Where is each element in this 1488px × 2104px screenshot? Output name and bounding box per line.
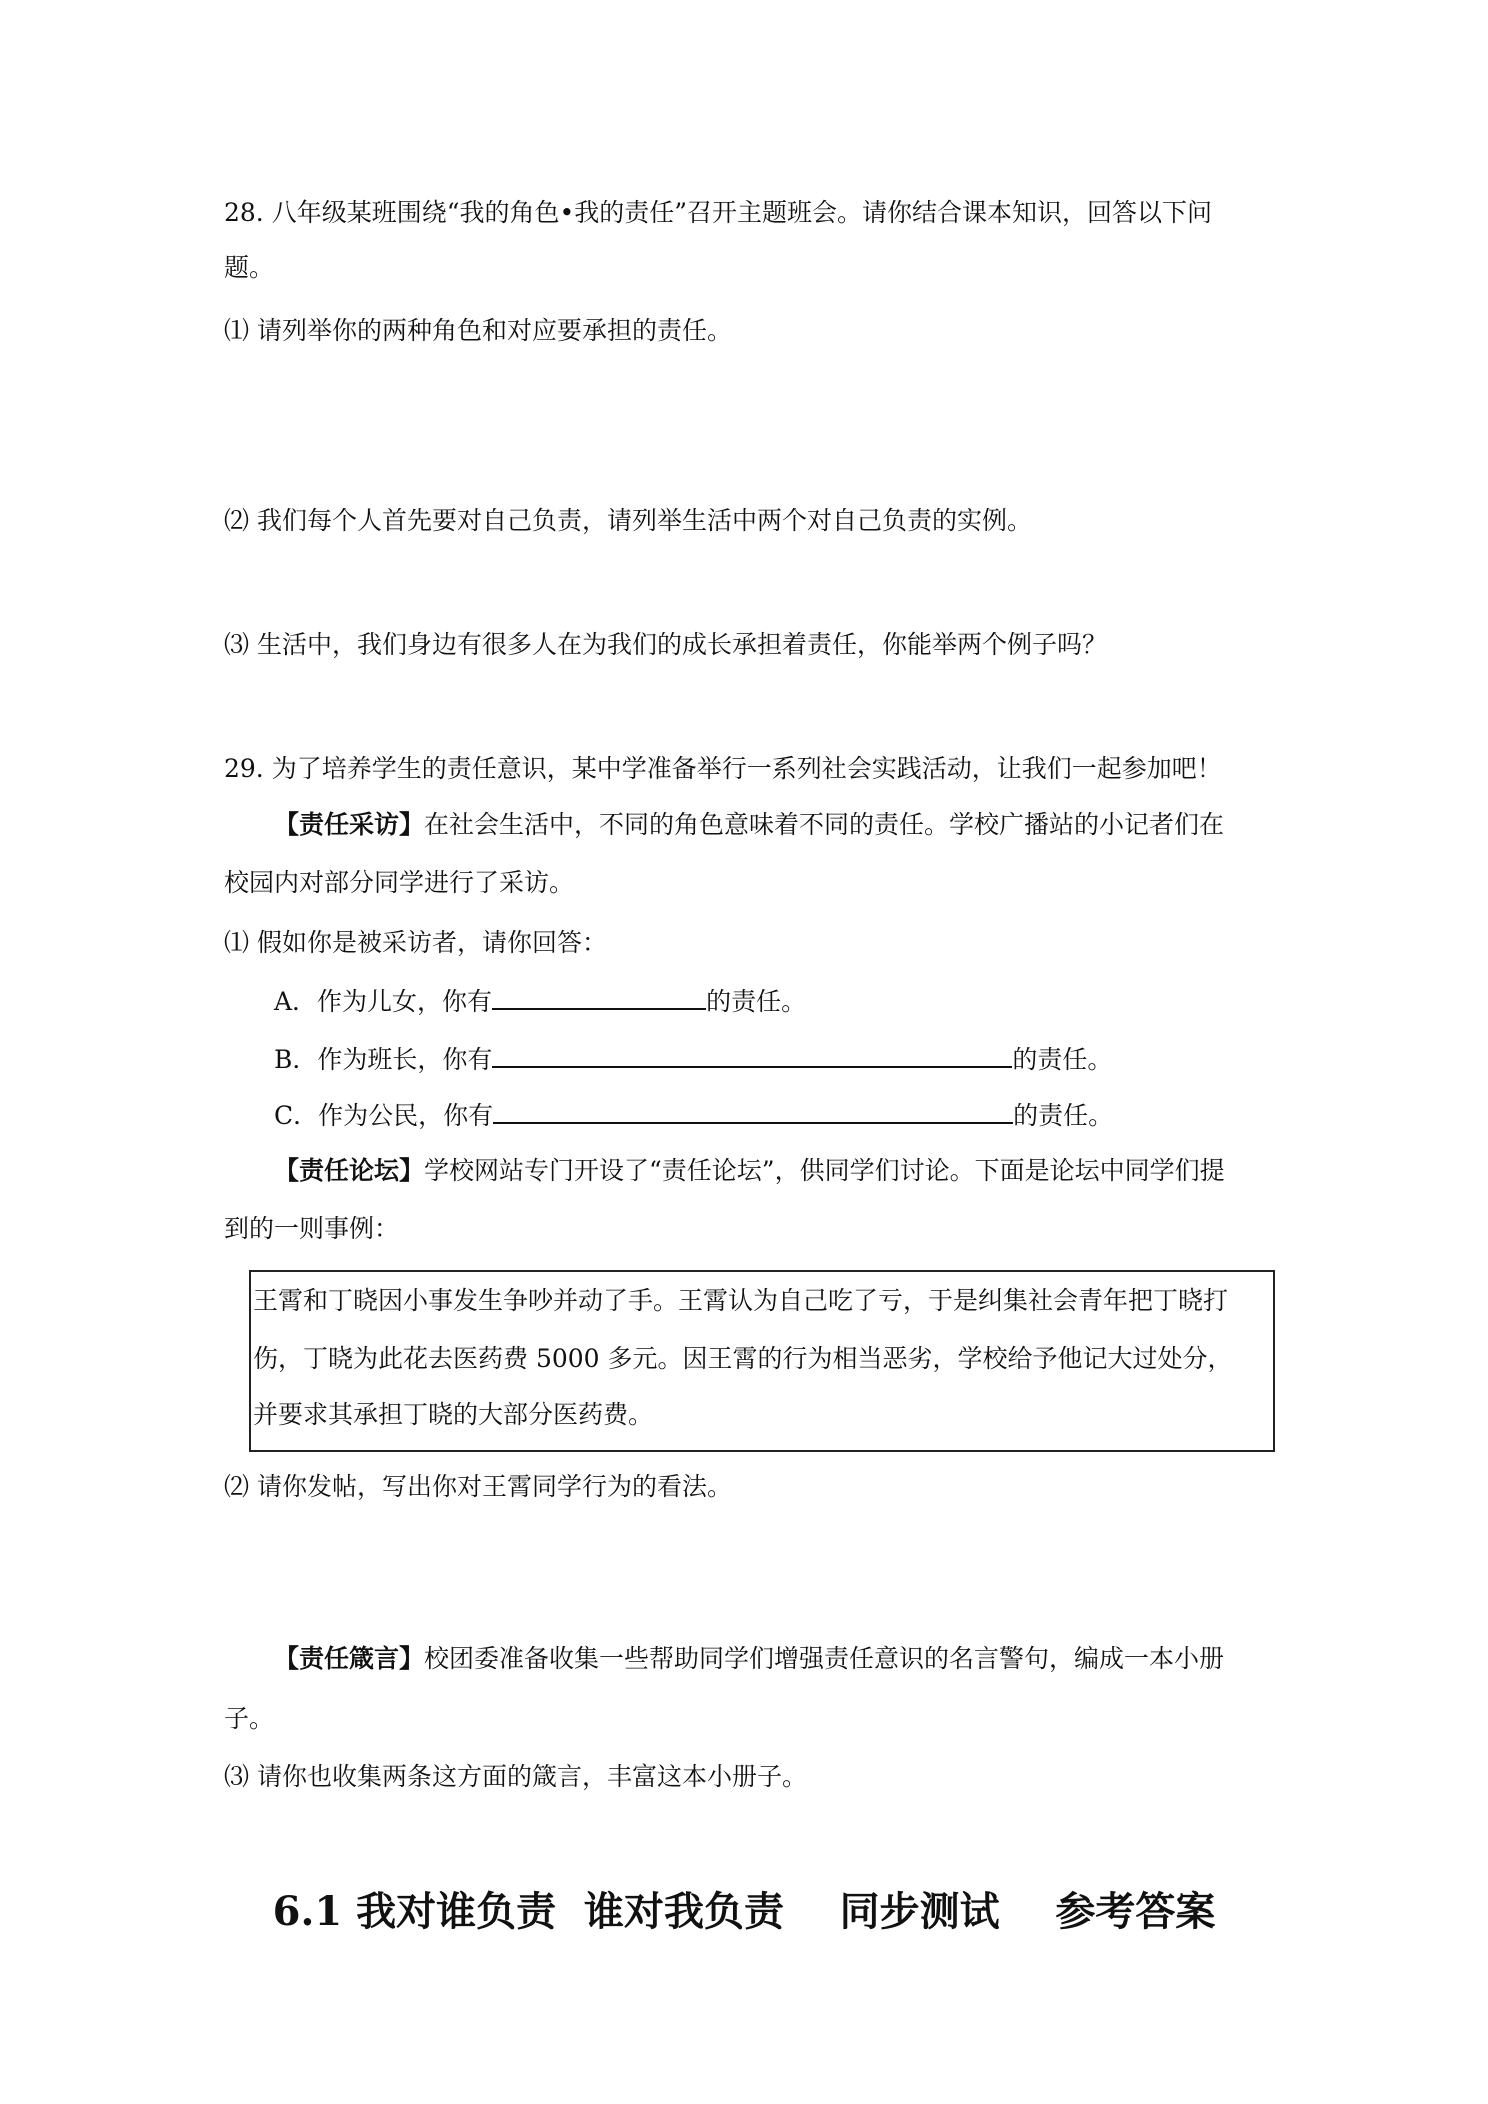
forum-tag: 【责任论坛】	[274, 1156, 425, 1185]
q29-sub1: ⑴ 假如你是被采访者，请你回答：	[224, 928, 607, 957]
q28-line2: 题。	[224, 253, 275, 282]
interview-text: 在社会生活中，不同的角色意味着不同的责任。学校广播站的小记者们在	[424, 810, 1225, 839]
case-line-1: 王霄和丁晓因小事发生争吵并动了手。王霄认为自己吃了亏，于是纠集社会青年把丁晓打	[253, 1286, 1229, 1315]
q29-sub3: ⑶ 请你也收集两条这方面的箴言，丰富这本小册子。	[224, 1762, 807, 1791]
option-b-blank[interactable]	[492, 1040, 1012, 1068]
answer-section-title: 6.1 我对谁负责 谁对我负责 同步测试 参考答案	[272, 1888, 1216, 1935]
q29-interview	[274, 808, 1224, 842]
q28-sub2: ⑵ 我们每个人首先要对自己负责，请列举生活中两个对自己负责的实例。	[224, 506, 1032, 535]
case-line-3: 并要求其承担丁晓的大部分医药费。	[253, 1400, 654, 1429]
option-c-label: C．作为公民，你有	[274, 1101, 494, 1130]
q28-sub1: ⑴ 请列举你的两种角色和对应要承担的责任。	[224, 316, 732, 345]
option-a-blank[interactable]	[492, 982, 706, 1010]
option-b	[274, 1040, 1112, 1077]
option-a-label: A．作为儿女，你有	[274, 987, 493, 1016]
q29-sub2: ⑵ 请你发帖，写出你对王霄同学行为的看法。	[224, 1472, 732, 1501]
motto-text: 校团委准备收集一些帮助同学们增强责任意识的名言警句，编成一本小册	[424, 1644, 1225, 1673]
motto-tag: 【责任箴言】	[274, 1644, 425, 1673]
case-line-2: 伤，丁晓为此花去医药费 5000 多元。因王霄的行为相当恶劣，学校给予他记大过处分，	[253, 1344, 1233, 1373]
option-a	[274, 982, 806, 1019]
q29-motto	[274, 1642, 1224, 1676]
option-c	[274, 1096, 1113, 1133]
q28-line1: 28. 八年级某班围绕“我的角色•我的责任”召开主题班会。请你结合课本知识，回答以下问	[224, 198, 1213, 227]
option-b-suffix: 的责任。	[1012, 1045, 1113, 1074]
option-c-suffix: 的责任。	[1013, 1101, 1114, 1130]
option-a-suffix: 的责任。	[706, 987, 807, 1016]
q29-motto-line2: 子。	[224, 1704, 275, 1733]
q29-interview-line2: 校园内对部分同学进行了采访。	[224, 868, 575, 897]
forum-text: 学校网站专门开设了“责任论坛”，供同学们讨论。下面是论坛中同学们提	[424, 1156, 1225, 1185]
q28-sub3: ⑶ 生活中，我们身边有很多人在为我们的成长承担着责任，你能举两个例子吗？	[224, 630, 1107, 659]
interview-tag: 【责任采访】	[274, 810, 425, 839]
q29-forum-line2: 到的一则事例：	[224, 1214, 400, 1243]
case-box	[249, 1270, 1275, 1452]
option-b-label: B．作为班长，你有	[274, 1045, 493, 1074]
q29-line1: 29. 为了培养学生的责任意识，某中学准备举行一系列社会实践活动，让我们一起参加吧！	[224, 754, 1222, 783]
q29-forum	[274, 1154, 1225, 1188]
option-c-blank[interactable]	[493, 1096, 1013, 1124]
